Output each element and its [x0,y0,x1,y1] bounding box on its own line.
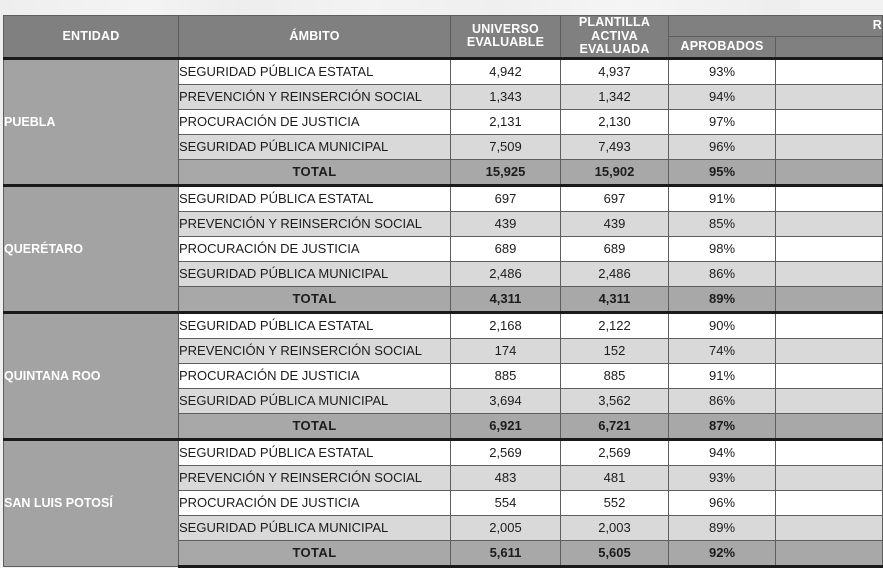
cell-ambito: PREVENCIÓN Y REINSERCIÓN SOCIAL [179,84,451,109]
header-row-top [4,16,883,37]
cell-total-universo: 5,611 [451,540,561,566]
report-table-container [3,15,882,560]
column-header-plantilla-activa-evaluada: PLANTILLA ACTIVA EVALUADA [561,16,669,59]
cell-total-universo: 6,921 [451,413,561,439]
cell-total-label: TOTAL [179,159,451,185]
entity-cell-san-luis-potos-: SAN LUIS POTOSÍ [4,439,179,566]
column-header-universo-evaluable: UNIVERSO EVALUABLE [451,16,561,59]
cell-ambito: SEGURIDAD PÚBLICA ESTATAL [179,58,451,84]
cell-ambito: SEGURIDAD PÚBLICA MUNICIPAL [179,261,451,286]
cell-clipped [776,413,883,439]
cell-ambito: PREVENCIÓN Y REINSERCIÓN SOCIAL [179,211,451,236]
cell-aprobados: 93% [669,465,776,490]
column-header-group-resultados-partial: R [669,16,883,37]
table-row [4,439,883,465]
cell-ambito: SEGURIDAD PÚBLICA MUNICIPAL [179,388,451,413]
cell-total-plantilla: 4,311 [561,286,669,312]
cell-ambito: SEGURIDAD PÚBLICA MUNICIPAL [179,134,451,159]
cell-total-plantilla: 15,902 [561,159,669,185]
cell-plantilla: 689 [561,236,669,261]
cell-universo: 4,942 [451,58,561,84]
cell-plantilla: 7,493 [561,134,669,159]
cell-clipped [776,84,883,109]
cell-total-plantilla: 5,605 [561,540,669,566]
cell-clipped [776,109,883,134]
cell-ambito: PREVENCIÓN Y REINSERCIÓN SOCIAL [179,465,451,490]
cell-plantilla: 2,122 [561,312,669,338]
cell-aprobados: 85% [669,211,776,236]
cell-clipped [776,540,883,566]
cell-aprobados: 96% [669,490,776,515]
cell-clipped [776,286,883,312]
cell-ambito: SEGURIDAD PÚBLICA ESTATAL [179,185,451,211]
cell-aprobados: 91% [669,363,776,388]
cell-plantilla: 2,569 [561,439,669,465]
column-header-aprobados: APROBADOS [669,36,776,58]
cell-ambito: SEGURIDAD PÚBLICA ESTATAL [179,439,451,465]
cell-aprobados: 86% [669,261,776,286]
cell-ambito: SEGURIDAD PÚBLICA ESTATAL [179,312,451,338]
cell-ambito: PREVENCIÓN Y REINSERCIÓN SOCIAL [179,338,451,363]
cell-aprobados: 97% [669,109,776,134]
cell-universo: 3,694 [451,388,561,413]
cell-plantilla: 3,562 [561,388,669,413]
cell-total-label: TOTAL [179,540,451,566]
cell-universo: 2,168 [451,312,561,338]
cell-aprobados: 94% [669,439,776,465]
cell-clipped [776,338,883,363]
cell-clipped [776,363,883,388]
column-header-entidad: ENTIDAD [4,16,179,59]
cell-universo: 2,005 [451,515,561,540]
table-row [4,58,883,84]
cell-universo: 689 [451,236,561,261]
column-header-clipped [776,36,883,58]
cell-ambito: SEGURIDAD PÚBLICA MUNICIPAL [179,515,451,540]
cell-plantilla: 2,003 [561,515,669,540]
cell-ambito: PROCURACIÓN DE JUSTICIA [179,363,451,388]
cell-universo: 554 [451,490,561,515]
cell-universo: 2,486 [451,261,561,286]
cell-total-label: TOTAL [179,286,451,312]
cell-universo: 2,569 [451,439,561,465]
cell-total-aprobados: 95% [669,159,776,185]
cell-plantilla: 152 [561,338,669,363]
table-row [4,312,883,338]
cell-aprobados: 98% [669,236,776,261]
cell-clipped [776,185,883,211]
cell-ambito: PROCURACIÓN DE JUSTICIA [179,490,451,515]
cell-total-aprobados: 87% [669,413,776,439]
cell-clipped [776,211,883,236]
cell-clipped [776,465,883,490]
table-body [4,58,883,566]
cell-clipped [776,134,883,159]
cell-total-label: TOTAL [179,413,451,439]
cell-universo: 1,343 [451,84,561,109]
entity-cell-quintana-roo: QUINTANA ROO [4,312,179,439]
cell-total-plantilla: 6,721 [561,413,669,439]
cell-universo: 483 [451,465,561,490]
cell-aprobados: 93% [669,58,776,84]
cell-aprobados: 74% [669,338,776,363]
cell-plantilla: 552 [561,490,669,515]
cell-plantilla: 885 [561,363,669,388]
cell-total-aprobados: 92% [669,540,776,566]
cell-clipped [776,236,883,261]
cell-plantilla: 697 [561,185,669,211]
cell-total-universo: 4,311 [451,286,561,312]
cell-universo: 439 [451,211,561,236]
cell-clipped [776,261,883,286]
entity-cell-puebla: PUEBLA [4,58,179,185]
cell-clipped [776,388,883,413]
cell-clipped [776,312,883,338]
cell-aprobados: 96% [669,134,776,159]
cell-clipped [776,159,883,185]
cell-plantilla: 2,130 [561,109,669,134]
cell-aprobados: 89% [669,515,776,540]
cell-plantilla: 2,486 [561,261,669,286]
entity-cell-quer-taro: QUERÉTARO [4,185,179,312]
cell-clipped [776,58,883,84]
evaluation-report-table [3,15,883,568]
cell-ambito: PROCURACIÓN DE JUSTICIA [179,236,451,261]
cell-clipped [776,490,883,515]
cell-plantilla: 439 [561,211,669,236]
cell-plantilla: 481 [561,465,669,490]
cell-total-aprobados: 89% [669,286,776,312]
cell-plantilla: 1,342 [561,84,669,109]
cell-universo: 697 [451,185,561,211]
column-header-ambito: ÁMBITO [179,16,451,59]
cell-universo: 2,131 [451,109,561,134]
cell-aprobados: 90% [669,312,776,338]
cell-universo: 7,509 [451,134,561,159]
cell-universo: 885 [451,363,561,388]
cell-plantilla: 4,937 [561,58,669,84]
cell-aprobados: 91% [669,185,776,211]
cell-clipped [776,439,883,465]
cell-aprobados: 86% [669,388,776,413]
cell-universo: 174 [451,338,561,363]
cell-ambito: PROCURACIÓN DE JUSTICIA [179,109,451,134]
cell-aprobados: 94% [669,84,776,109]
cell-total-universo: 15,925 [451,159,561,185]
cell-clipped [776,515,883,540]
table-header [4,16,883,59]
table-row [4,185,883,211]
